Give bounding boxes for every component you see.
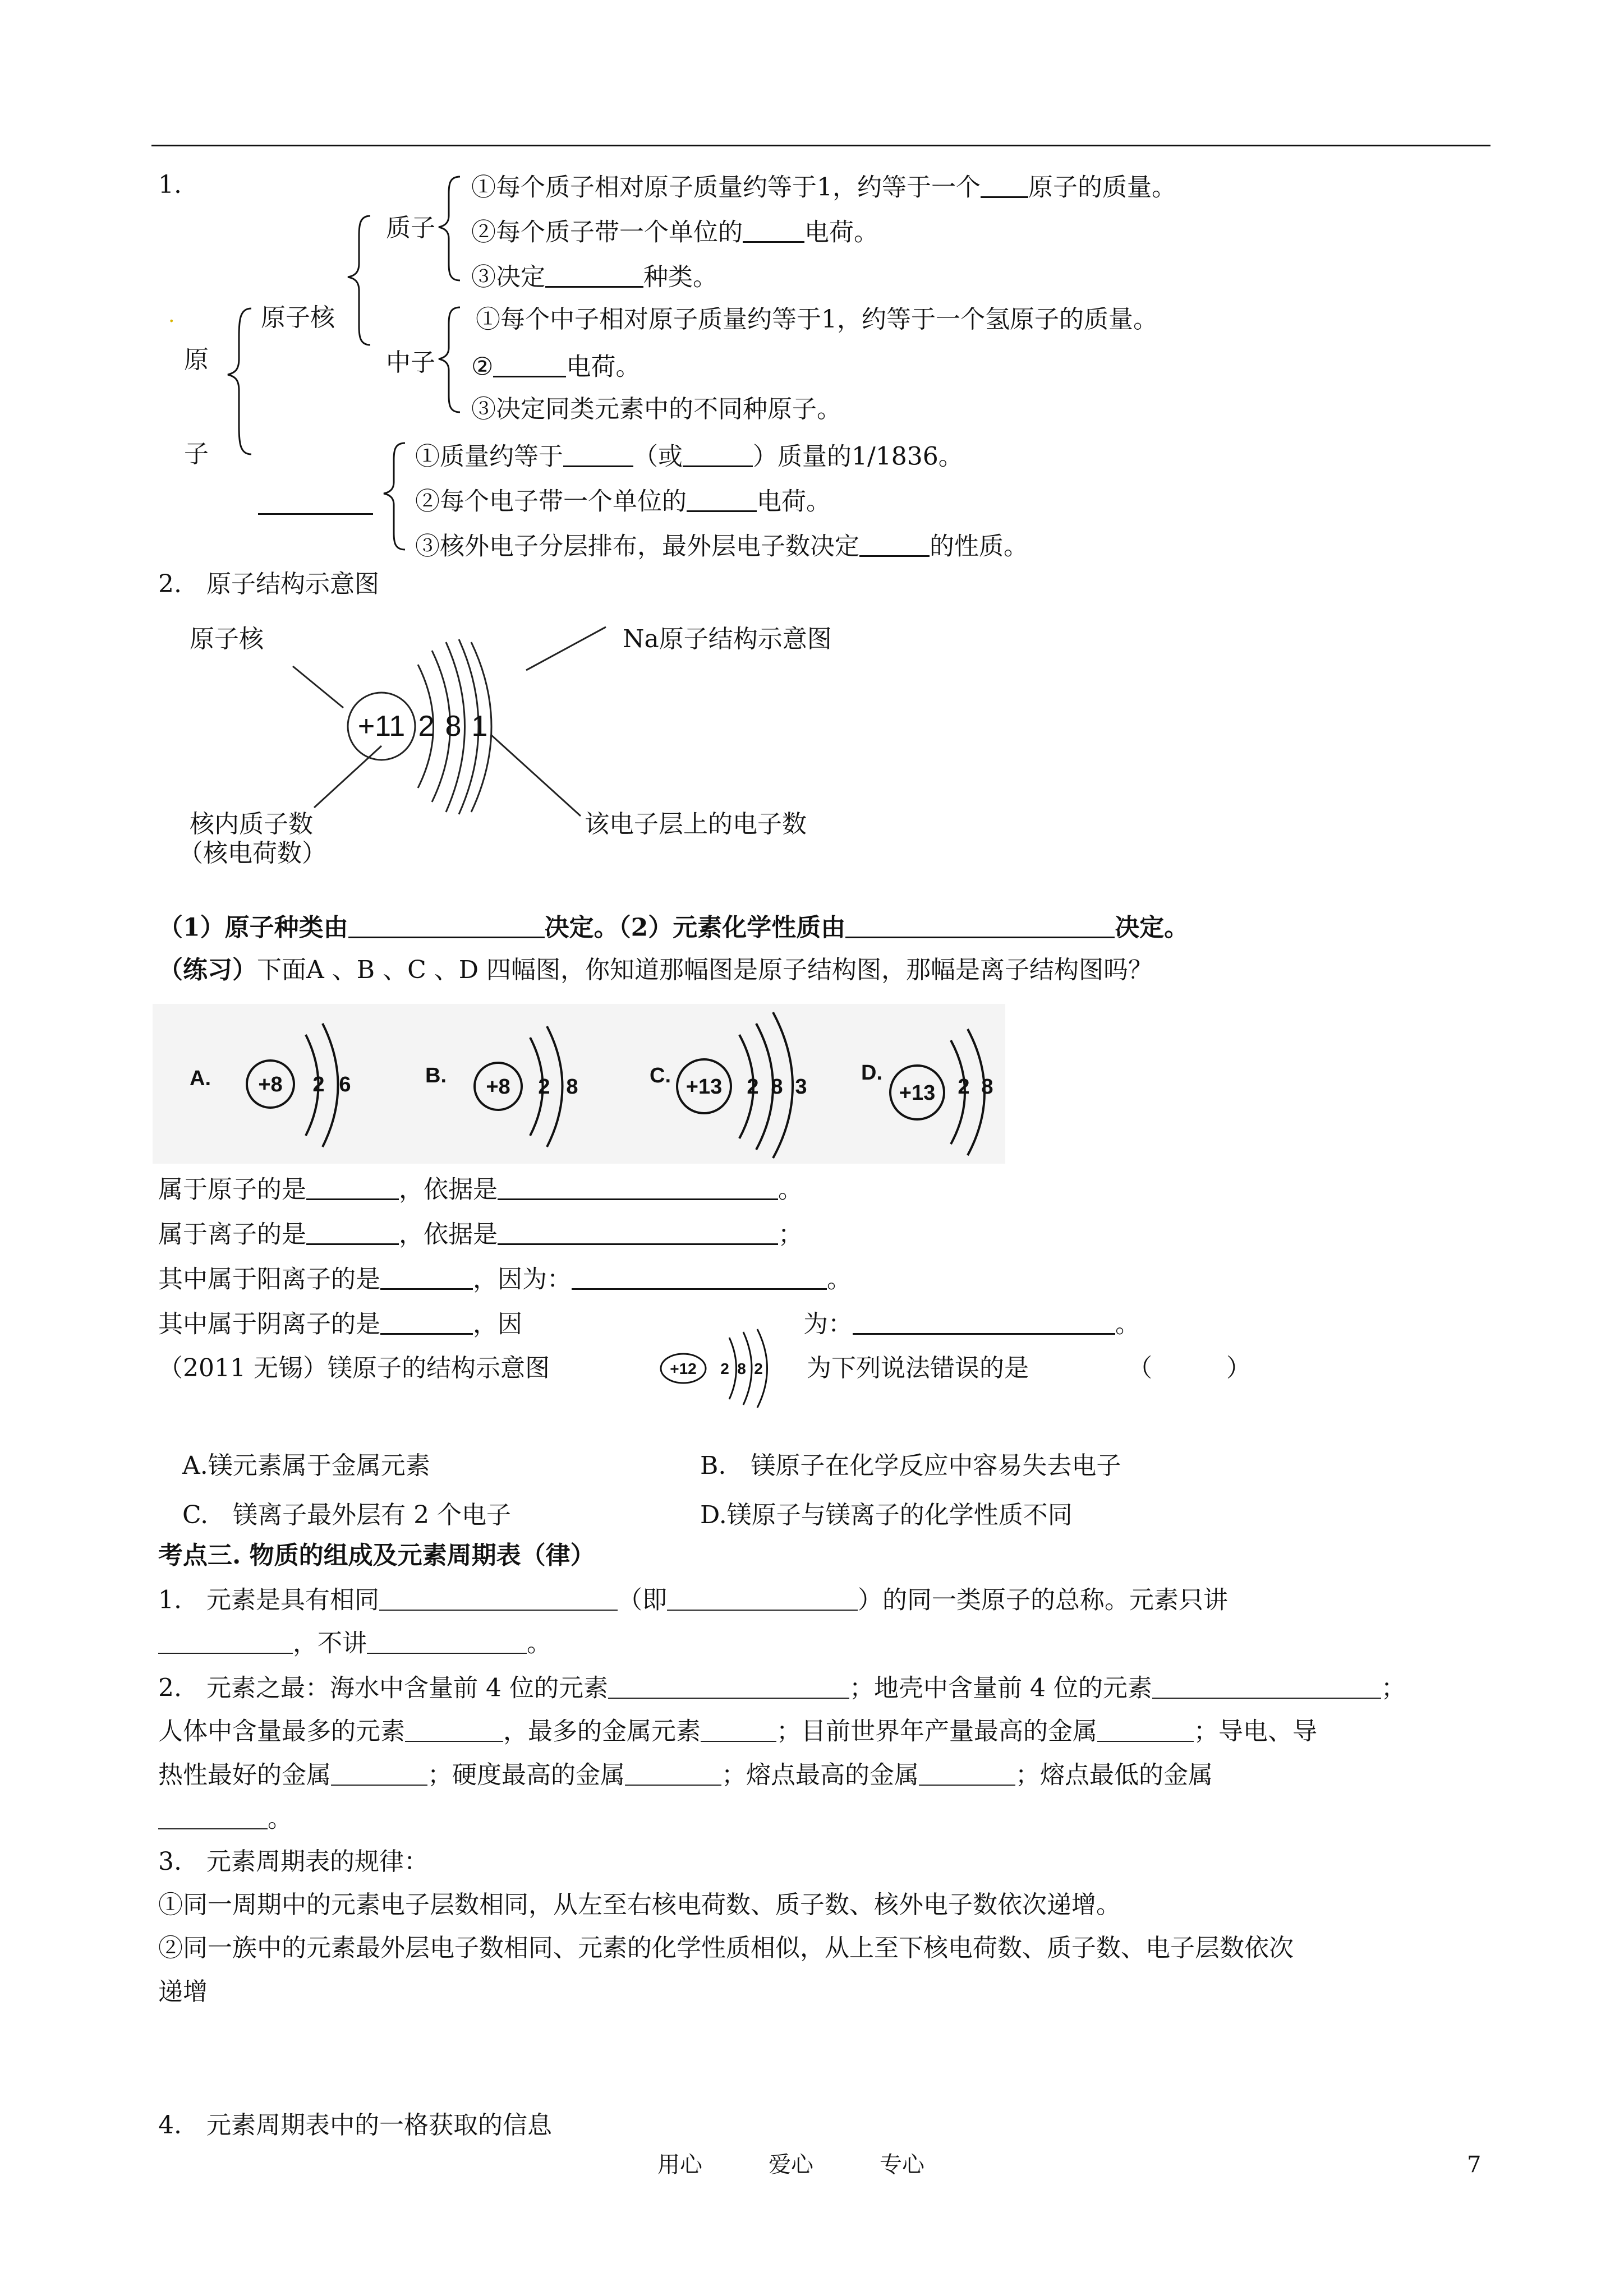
footer-word-1: 用心 [657,2152,702,2178]
label-shell-electrons: 该电子层上的电子数 [585,810,807,838]
label-proton: 质子 [386,214,435,242]
diagram-b-shell-2: 8 [566,1075,578,1099]
label-proton-count: 核内质子数 [190,810,313,838]
diagram-c-shell-1: 2 [747,1075,759,1099]
label-nuclear-charge: （核电荷数） [178,839,326,868]
diagram-b-letter: B. [425,1064,447,1087]
kd3-item-2-line-2: 人体中含量最多的元素 ，最多的金属元素 ；目前世界年产量最高的金属 ；导电、导 [158,1717,1317,1746]
diagram-d-shell-1: 2 [958,1075,970,1099]
proton-line-2: ②每个质子带一个单位的 电荷。 [471,218,878,247]
diagram-d-letter: D. [861,1061,882,1085]
mg-shell-3: 2 [754,1360,763,1377]
mg-charge: +12 [670,1360,697,1377]
label-atomic-nucleus: 原子核 [190,625,264,653]
na-shell-3: 1 [471,710,488,743]
label-nucleus: 原子核 [261,303,335,332]
diagram-a-letter: A. [190,1067,211,1090]
kd3-item-2: 2. 元素之最：海水中含量前 4 位的元素 ；地壳中含量前 4 位的元素 ； [158,1673,1406,1703]
diagram-a-shell-1: 2 [312,1073,325,1096]
diagram-b-charge: +8 [486,1075,510,1099]
diagram-c-charge: +13 [686,1075,723,1099]
electron-line-3: ③核外电子分层排布，最外层电子数决定 的性质。 [415,532,1028,561]
label-neutron: 中子 [386,348,435,377]
electron-line-1: ①质量约等于 （或 ）质量的1/1836。 [415,442,963,471]
q1-number: 1. [158,170,182,199]
na-shell-2: 8 [445,710,462,743]
kd3-item-1: 1. 元素是具有相同 （即 ）的同一类原子的总称。元素只讲 [158,1585,1228,1615]
diagram-c-letter: C. [650,1064,671,1087]
diagram-d-shell-2: 8 [981,1075,993,1099]
diagram-c-shell-2: 8 [771,1075,783,1099]
diagram-d-charge: +13 [899,1081,936,1105]
answer-line-4b: 为： 。 [803,1310,1140,1339]
mg-question: （2011 无锡）镁原子的结构示意图 [158,1354,550,1382]
footer-word-2: 爱心 [769,2152,813,2178]
na-charge: +11 [357,710,406,743]
kd3-item-4: 4. 元素周期表中的一格获取的信息 [158,2111,552,2140]
mg-shell-1: 2 [720,1360,729,1377]
practice-line: （练习）下面A 、B 、C 、D 四幅图，你知道那幅图是原子结构图，那幅是离子结构图吗？ [158,956,1153,984]
page-number: 7 [1467,2152,1482,2178]
diagram-a-charge: +8 [258,1073,283,1096]
kd3-rule-2: ②同一族中的元素最外层电子数相同、元素的化学性质相似，从上至下核电荷数、质子数、电子层数依次 [158,1934,1294,1962]
neutron-line-2: ② 电荷。 [471,352,641,381]
footer-word-3: 专心 [880,2152,924,2178]
kd3-item-2-line-4: 。 [158,1805,292,1831]
option-c: C. 镁离子最外层有 2 个电子 [182,1501,512,1529]
label-yuan: 原 [184,345,209,374]
kd3-item-3: 3. 元素周期表的规律： [158,1847,429,1876]
mg-question-2: 为下列说法错误的是 [807,1354,1029,1382]
q2-title: 2. 原子结构示意图 [158,570,379,598]
kd3-title: 考点三. 物质的组成及元素周期表（律） [158,1541,595,1570]
kd3-item-1-cont: ，不讲 。 [158,1629,551,1656]
na-caption: Na原子结构示意图 [623,625,832,653]
kd3-rule-2-cont: 递增 [158,1977,208,2006]
fill-line: （1）原子种类由 决定。（2）元素化学性质由 决定。 [158,913,1189,942]
neutron-line-1: ①每个中子相对原子质量约等于1，约等于一个氢原子的质量。 [476,305,1158,334]
option-d: D.镁原子与镁离子的化学性质不同 [700,1501,1073,1529]
kd3-item-2-line-3: 热性最好的金属 ；硬度最高的金属 ；熔点最高的金属 ；熔点最低的金属 [158,1760,1213,1790]
diagram-a-shell-2: 6 [339,1073,351,1096]
electron-line-2: ②每个电子带一个单位的 电荷。 [415,487,831,516]
diagram-b-shell-1: 2 [538,1075,550,1099]
dot-mark: . [168,304,175,327]
option-b: B. 镁原子在化学反应中容易失去电子 [700,1451,1121,1480]
answer-line-1: 属于原子的是 ，依据是 。 [158,1175,803,1204]
mg-shell-2: 8 [737,1360,746,1377]
mg-paren: （ ） [1128,1354,1251,1382]
answer-line-3: 其中属于阳离子的是 ，因为： 。 [158,1265,852,1294]
proton-line-3: ③决定 种类。 [471,262,717,292]
proton-line-1: ①每个质子相对原子质量约等于1，约等于一个 原子的质量。 [471,173,1176,202]
na-shell-1: 2 [418,710,435,743]
answer-line-4a: 其中属于阴离子的是 ，因 [158,1310,522,1339]
neutron-line-3: ③决定同类元素中的不同种原子。 [471,395,841,423]
kd3-rule-1: ①同一周期中的元素电子层数相同，从左至右核电荷数、质子数、核外电子数依次递增。 [158,1891,1121,1919]
diagram-c-shell-3: 3 [795,1075,807,1099]
label-zi: 子 [184,440,209,468]
answer-line-2: 属于离子的是 ，依据是 ； [158,1220,803,1249]
option-a: A.镁元素属于金属元素 [182,1451,430,1480]
